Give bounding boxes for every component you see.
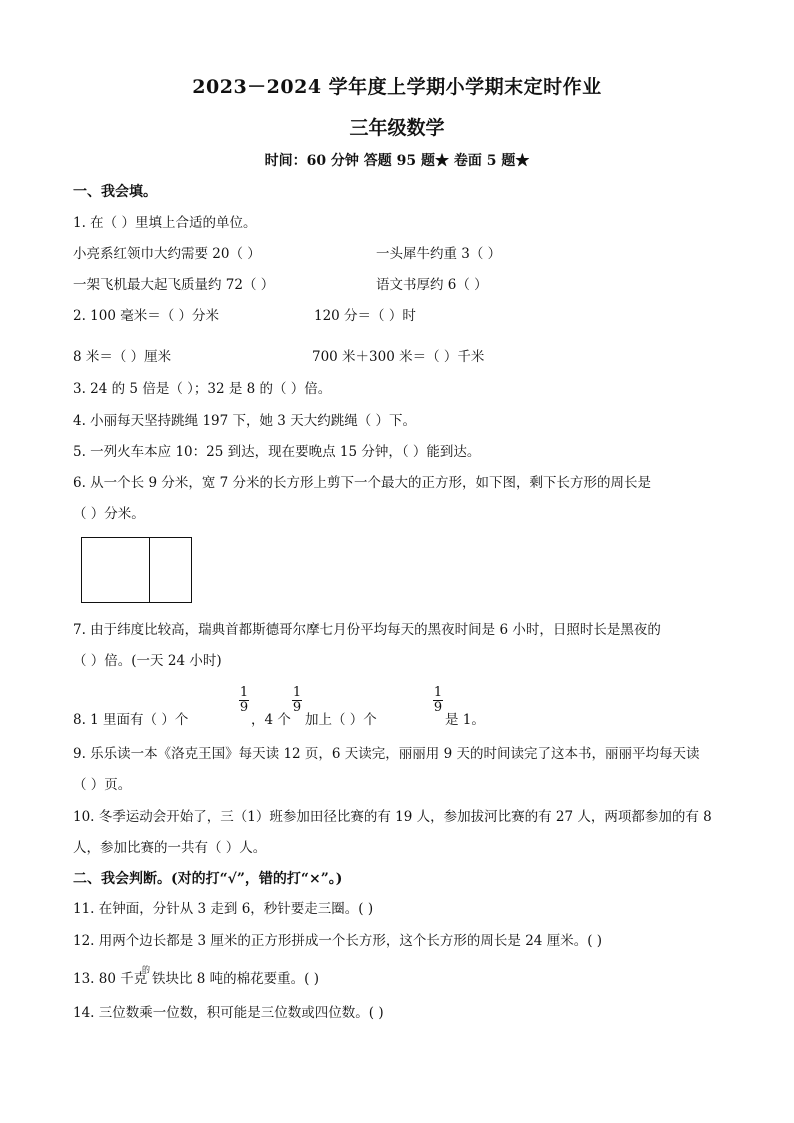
square-divider-line — [149, 538, 150, 602]
exam-meta: 时间：60 分钟 答题 95 题★ 卷面 5 题★ — [264, 153, 530, 169]
fraction-one-ninth-1 — [239, 686, 249, 715]
question-2a: 2. 100 毫米＝（ ）分米 — [73, 308, 220, 324]
fraction-one-ninth-2 — [292, 686, 302, 715]
section-heading-judge: 二、我会判断。(对的打“√”，错的打“×”。) — [73, 871, 343, 887]
question-6-line1: 6. 从一个长 9 分米，宽 7 分米的长方形上剪下一个最大的正方形，如下图，剩下长方形的周长是 — [73, 475, 652, 491]
question-7-line1: 7. 由于纬度比较高，瑞典首都斯德哥尔摩七月份平均每天的黑夜时间是 6 小时，日照时长是黑夜的 — [73, 622, 661, 638]
question-8-part3: 加上（ ）个 — [305, 712, 377, 728]
rectangle-figure — [81, 537, 192, 603]
exam-subject: 三年级数学 — [349, 117, 445, 139]
fraction-denominator: 9 — [292, 700, 302, 715]
fraction-numerator: 1 — [433, 685, 443, 700]
section-heading-fill: 一、我会填。 — [73, 184, 157, 200]
question-14: 14. 三位数乘一位数，积可能是三位数或四位数。( ) — [73, 1005, 384, 1021]
question-12: 12. 用两个边长都是 3 厘米的正方形拼成一个长方形，这个长方形的周长是 24 厘米。( ) — [73, 933, 603, 949]
fraction-denominator: 9 — [239, 700, 249, 715]
question-8-part2: ，4 个 — [251, 712, 291, 728]
question-8-part4: 是 1。 — [445, 712, 485, 728]
question-1b: 一头犀牛约重 3（ ） — [376, 246, 502, 262]
question-13-small-char: 的 — [142, 965, 150, 974]
fraction-denominator: 9 — [433, 700, 443, 715]
question-7-line2: （ ）倍。(一天 24 小时) — [73, 653, 222, 669]
fraction-numerator: 1 — [239, 685, 249, 700]
question-5: 5. 一列火车本应 10：25 到达，现在要晚点 15 分钟，（ ）能到达。 — [73, 444, 481, 460]
question-1c: 一架飞机最大起飞质量约 72（ ） — [73, 277, 275, 293]
exam-title: 2023－2024 学年度上学期小学期末定时作业 — [192, 76, 602, 98]
question-9-line2: （ ）页。 — [73, 777, 132, 793]
question-3: 3. 24 的 5 倍是（ ）；32 是 8 的（ ）倍。 — [73, 381, 332, 397]
question-10-line1: 10. 冬季运动会开始了，三（1）班参加田径比赛的有 19 人，参加拔河比赛的有 27 人，两项都参加的有 8 — [73, 809, 712, 825]
question-2b: 120 分＝（ ）时 — [314, 308, 416, 324]
question-2c: 8 米＝（ ）厘米 — [73, 349, 172, 365]
question-2d: 700 米＋300 米＝（ ）千米 — [312, 349, 485, 365]
fraction-one-ninth-3 — [433, 686, 443, 715]
question-13-part1: 13. 80 千克 — [73, 971, 148, 987]
question-4: 4. 小丽每天坚持跳绳 197 下，她 3 天大约跳绳（ ）下。 — [73, 413, 416, 429]
fraction-numerator: 1 — [292, 685, 302, 700]
question-6-line2: （ ）分米。 — [73, 506, 145, 522]
question-10-line2: 人，参加比赛的一共有（ ）人。 — [73, 840, 267, 856]
question-1d: 语文书厚约 6（ ） — [376, 277, 488, 293]
question-8-part1: 8. 1 里面有（ ）个 — [73, 712, 189, 728]
question-13-part2: 铁块比 8 吨的棉花要重。( ) — [152, 971, 319, 987]
question-11: 11. 在钟面，分针从 3 走到 6，秒针要走三圈。( ) — [73, 901, 374, 917]
question-1a: 小亮系红领巾大约需要 20（ ） — [73, 246, 261, 262]
question-1: 1. 在（ ）里填上合适的单位。 — [73, 215, 257, 231]
question-9-line1: 9. 乐乐读一本《洛克王国》每天读 12 页，6 天读完，丽丽用 9 天的时间读完了这本书，丽丽平均每天读 — [73, 746, 700, 762]
